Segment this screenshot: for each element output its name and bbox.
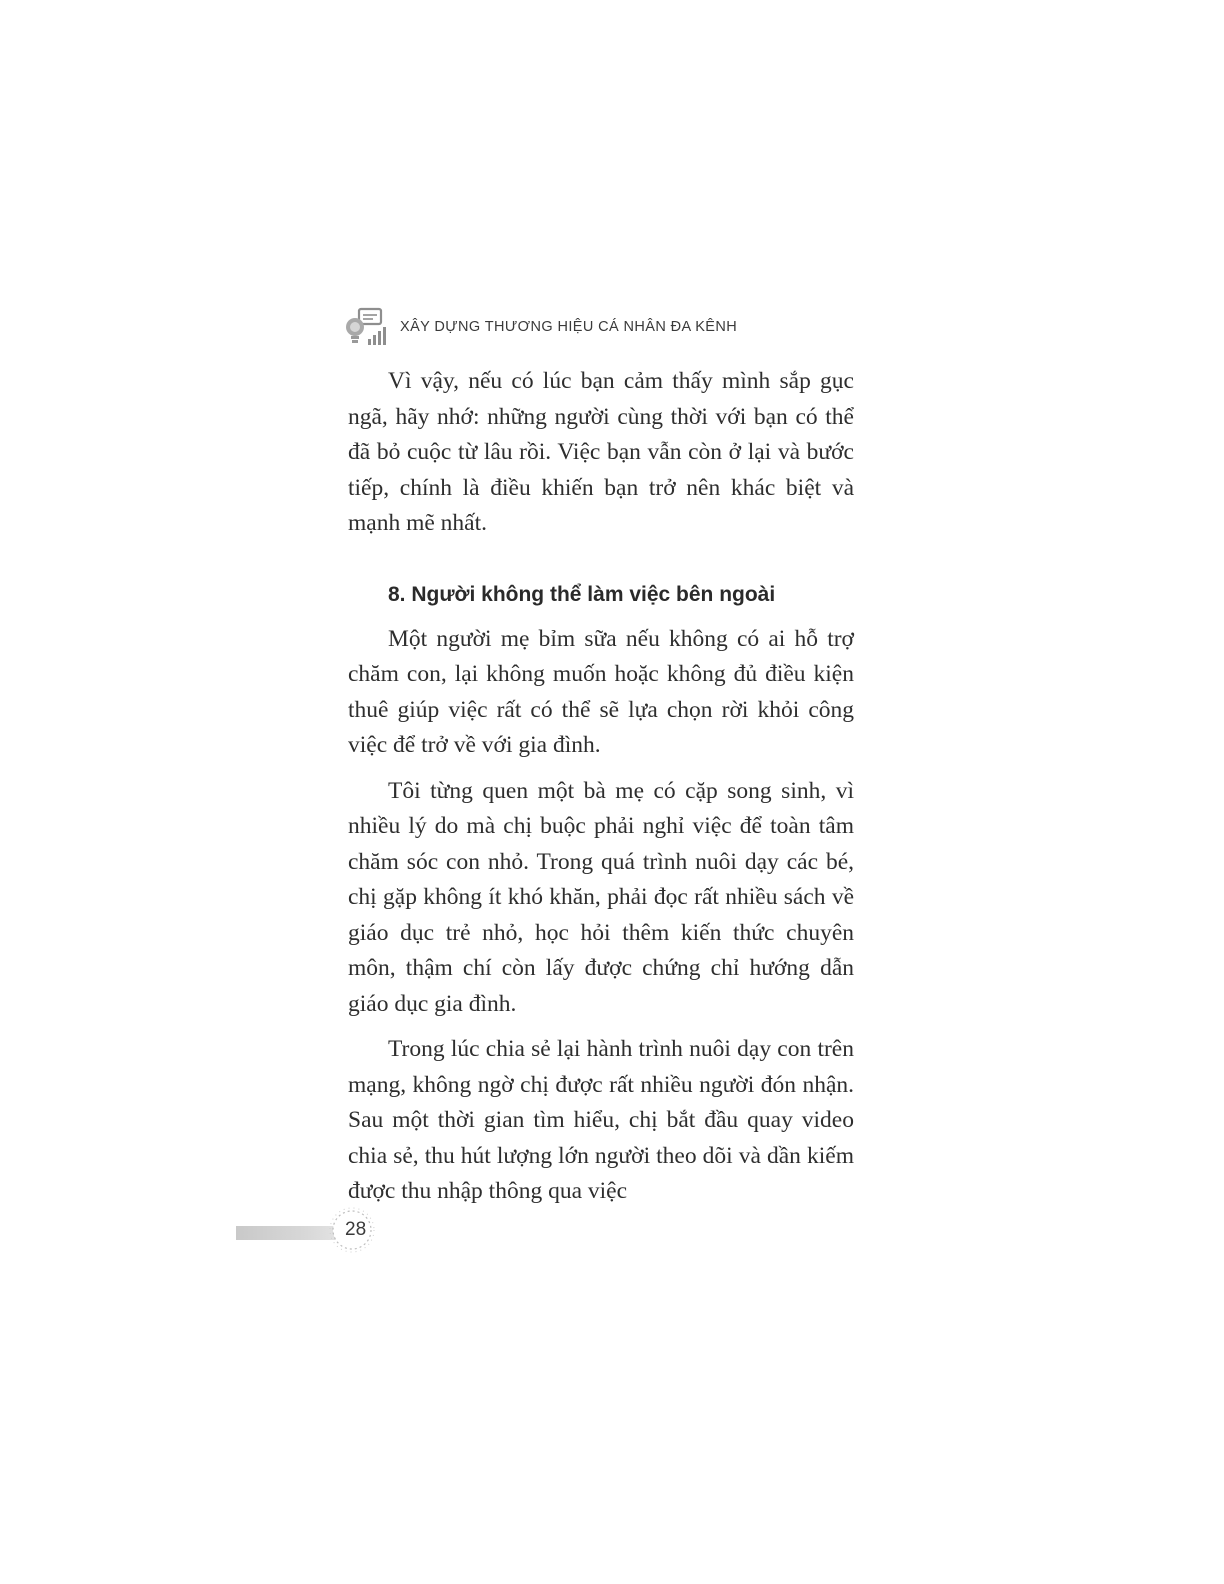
section-heading: 8. Người không thể làm việc bên ngoài (388, 582, 776, 606)
body-text (348, 364, 854, 1210)
running-header (344, 307, 864, 347)
paragraph: Vì vậy, nếu có lúc bạn cảm thấy mình sắp gục ngã, hãy nhớ: những người cùng thời với bạn có thể đã bỏ cuộc từ lâu rồi. Việc bạn vẫn còn ở lại và bước tiếp, chính là điều khiến bạn trở nên khác biệt và mạnh mẽ nhất. (348, 368, 854, 536)
presentation-chart-icon (344, 307, 390, 347)
running-header-title: XÂY DỰNG THƯƠNG HIỆU CÁ NHÂN ĐA KÊNH (400, 319, 738, 335)
paragraph: Tôi từng quen một bà mẹ có cặp song sinh, vì nhiều lý do mà chị buộc phải nghỉ việc để toàn tâm chăm sóc con nhỏ. Trong quá trình nuôi dạy các bé, chị gặp không ít khó khăn, phải đọc rất nhiều sách về giáo dục trẻ nhỏ, học hỏi thêm kiến thức chuyên môn, thậm chí còn lấy được chứng chỉ hướng dẫn giáo dục gia đình. (348, 777, 854, 1017)
paragraph: Một người mẹ bỉm sữa nếu không có ai hỗ trợ chăm con, lại không muốn hoặc không đủ điều kiện thuê giúp việc rất có thể sẽ lựa chọn rời khỏi công việc để trở về với gia đình. (348, 625, 854, 758)
page-number: 28 (345, 1219, 367, 1240)
paragraph: Trong lúc chia sẻ lại hành trình nuôi dạy con trên mạng, không ngờ chị được rất nhiều người đón nhận. Sau một thời gian tìm hiểu, chị bắt đầu quay video chia sẻ, thu hút lượng lớn người theo dõi và dần kiếm được thu nhập thông qua việc (348, 1036, 854, 1204)
